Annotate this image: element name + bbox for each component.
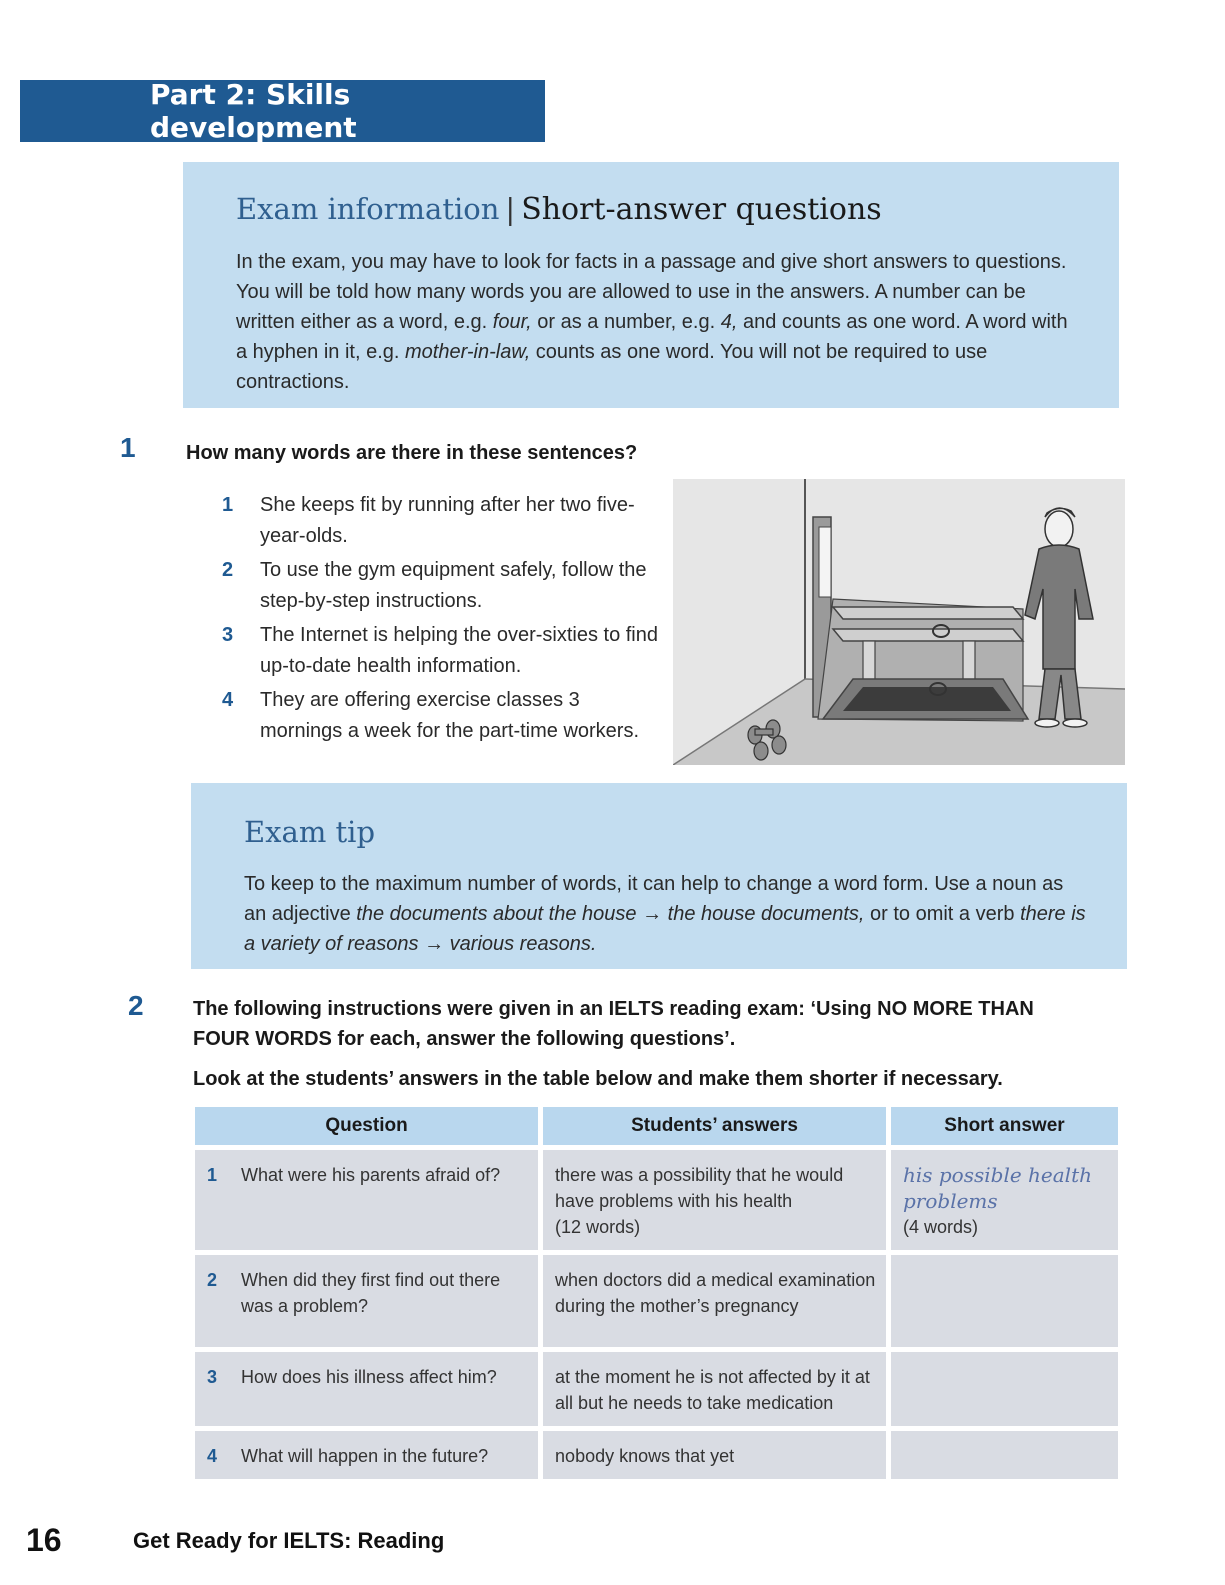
exam-tip-title: Exam tip [244,815,376,849]
short-answer-cell[interactable]: his possible health problems (4 words) [891,1150,1118,1250]
question-cell: 3 How does his illness affect him? [195,1352,538,1426]
question-cell: 2 When did they first find out there was a problem? [195,1255,538,1347]
table-row [195,1150,1118,1250]
exam-information-title: Exam information | Short-answer questions [236,192,882,227]
handwritten-answer: his possible health problems [902,1163,1092,1213]
students-answer-cell: nobody knows that yet [543,1431,886,1479]
question-number-2: 2 [128,990,144,1021]
column-header-question: Question [195,1107,538,1145]
gym-equipment-illustration [673,479,1125,765]
students-answer-cell: at the moment he is not affected by it at all but he needs to take medication [543,1352,886,1426]
question-2-heading: The following instructions were given in an IELTS reading exam: ‘Using NO MORE THAN FOUR WORDS for each, answer the following questions’. [193,998,1034,1050]
table-row [195,1255,1118,1347]
exam-information-text: In the exam, you may have to look for facts in a passage and give short answers to questions. You will be told how many words you are allowed to use in the answers. A number can be written either as a word, e.g. four, or as a number, e.g. 4, and counts as one word. A word with a hyphen in it, e.g. mother-in-law, counts as one word. You will not be required to use contractions. [236,251,1068,393]
page-number: 16 [26,1522,62,1558]
question-1-heading: How many words are there in these sentences? [186,442,638,464]
exam-information-box [183,162,1119,408]
list-item: 2 To use the gym equipment safely, follow the step-by-step instructions. [222,559,647,612]
list-item: 1 She keeps fit by running after her two five-year-olds. [222,494,635,547]
short-answer-cell[interactable] [891,1255,1118,1347]
question-number-1: 1 [120,432,136,463]
short-answer-cell[interactable] [891,1352,1118,1426]
answers-table [190,1102,1123,1484]
column-header-short-answer: Short answer [891,1107,1118,1145]
question-cell: 1 What were his parents afraid of? [195,1150,538,1250]
table-header-row [195,1107,1118,1145]
list-item: 3 The Internet is helping the over-sixties to find up-to-date health information. [222,624,658,677]
section-title: Part 2: Skills development [150,78,357,144]
section-banner [20,80,545,142]
students-answer-cell: when doctors did a medical examination during the mother’s pregnancy [543,1255,886,1347]
students-answer-cell: there was a possibility that he would have problems with his health (12 words) [543,1150,886,1250]
exam-tip-text: To keep to the maximum number of words, it can help to change a word form. Use a noun as an adjective the documents about the house → the house documents, or to omit a verb there is a variety of reasons → various reasons. [244,873,1086,955]
sentence-list [222,490,667,750]
question-2-subheading: Look at the students’ answers in the table below and make them shorter if necessary. [193,1068,1003,1090]
list-item: 4 They are offering exercise classes 3 mornings a week for the part-time workers. [222,689,640,742]
question-cell: 4 What will happen in the future? [195,1431,538,1479]
column-header-students-answers: Students’ answers [543,1107,886,1145]
table-row [195,1431,1118,1479]
table-row [195,1352,1118,1426]
exam-tip-box [191,783,1127,969]
book-title: Get Ready for IELTS: Reading [133,1528,445,1553]
short-answer-cell[interactable] [891,1431,1118,1479]
